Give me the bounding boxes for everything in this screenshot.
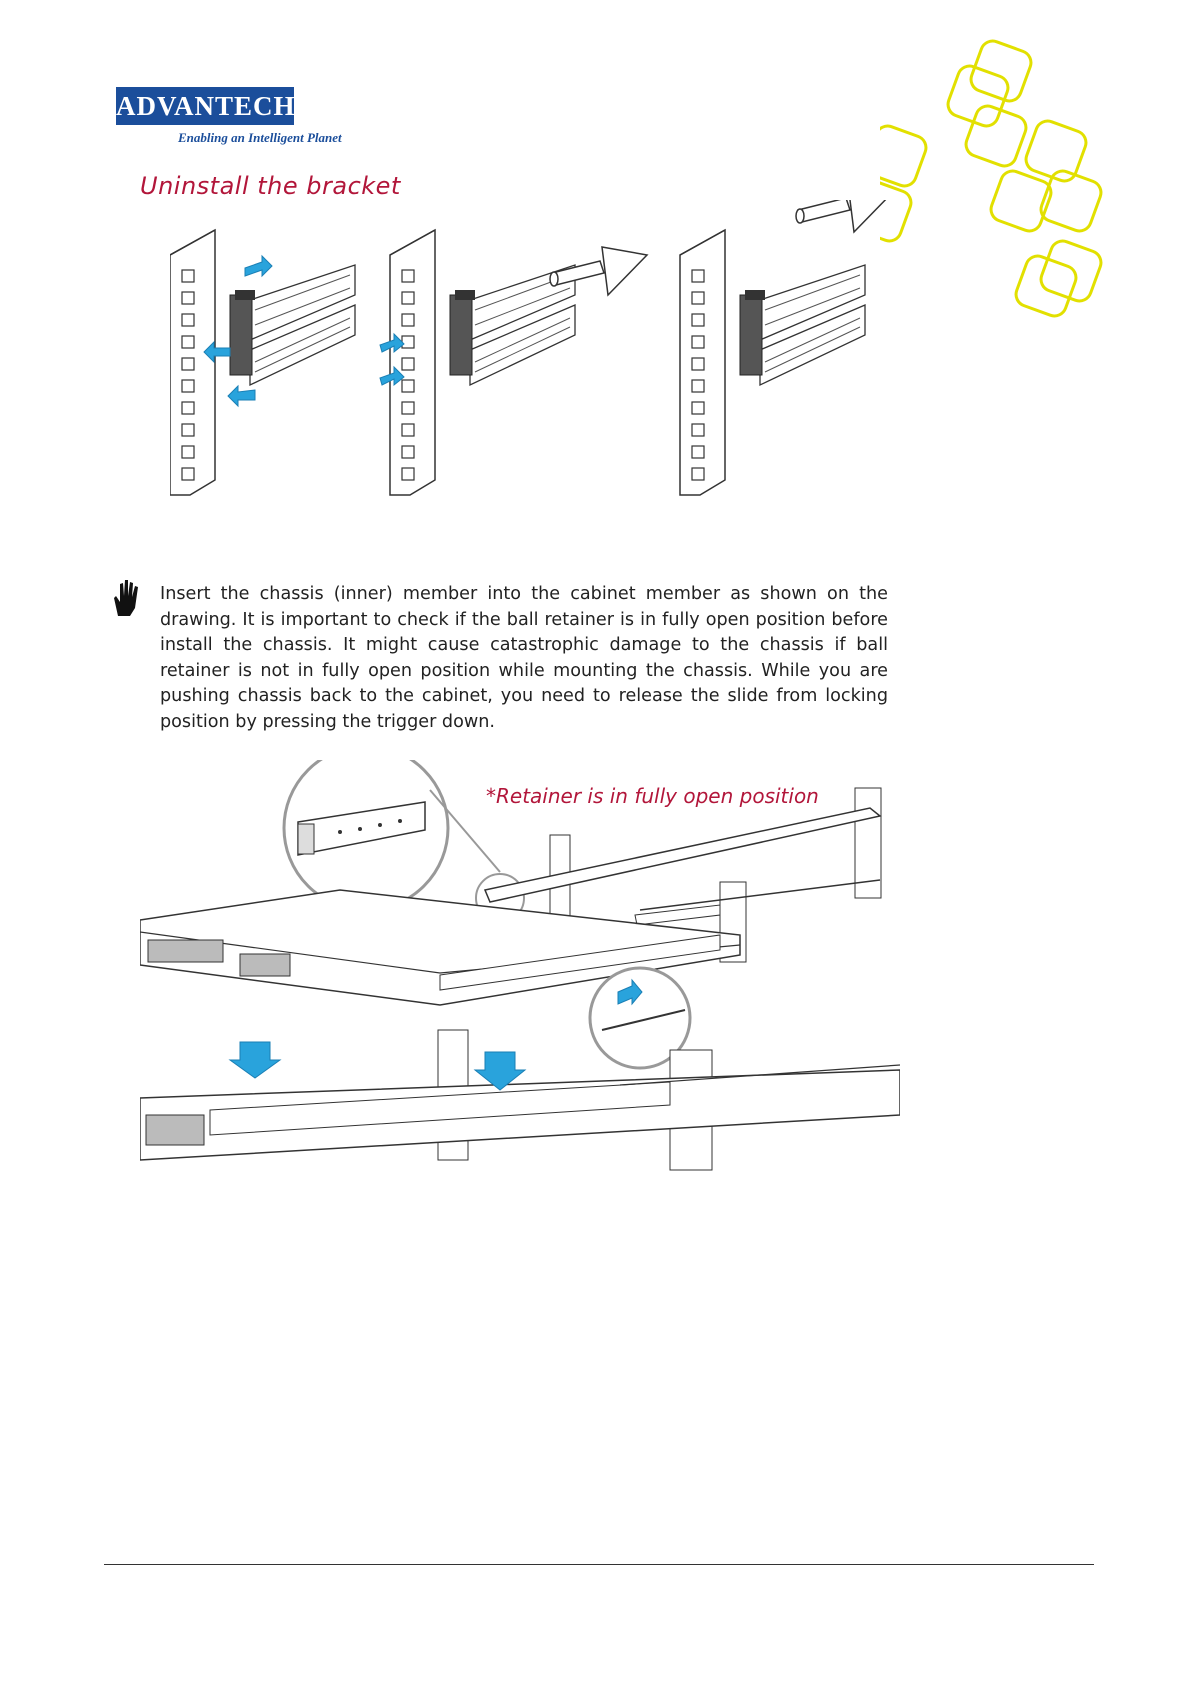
chassis-mounting-illustration — [140, 760, 900, 1230]
footer-divider — [104, 1564, 1094, 1565]
caution-hand-icon — [110, 578, 144, 618]
retainer-callout-label: *Retainer is in fully open position — [486, 784, 819, 808]
uninstall-bracket-illustration — [170, 200, 910, 500]
section-title: Uninstall the bracket — [140, 172, 401, 200]
logo-brand-text: ADVANTECH — [116, 91, 296, 121]
caution-note-text: Insert the chassis (inner) member into the cabinet member as shown on the drawing. It is important to check if the ball retainer is in fully open position before install the chassis. It might cause catastrophic damage to the chassis if ball retainer is not in fully open position while mounting the chassis. While you are pushing chassis back to the cabinet, you need to release the slide from locking position by pressing the trigger down. — [160, 584, 888, 732]
company-logo — [116, 87, 294, 125]
logo-tagline: Enabling an Intelligent Planet — [178, 130, 342, 145]
decorative-squares-graphic — [880, 30, 1120, 360]
